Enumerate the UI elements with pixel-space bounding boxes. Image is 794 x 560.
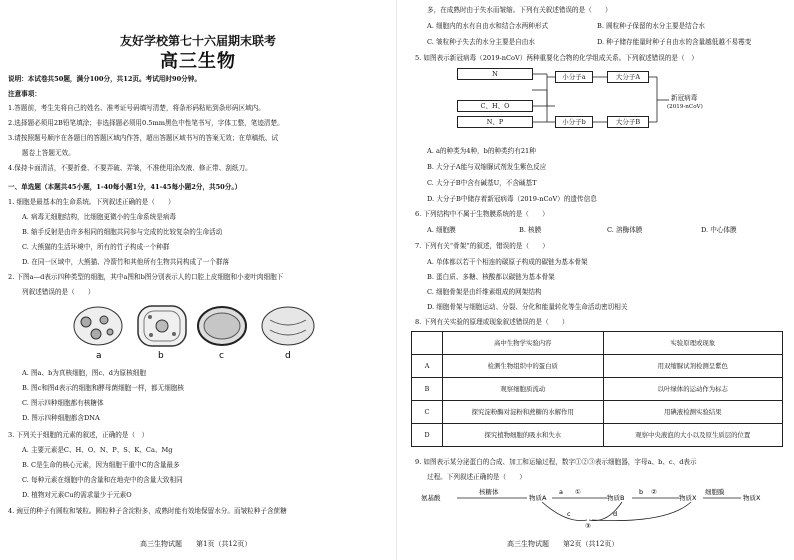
- table-row: [412, 401, 783, 424]
- question-2-stem: 2. 下图a—d表示四种类型的细胞，其中a图和b图分别表示人的口腔上皮细胞和小麦叶肉细胞下: [8, 273, 284, 281]
- element-box-np: N、P: [457, 116, 533, 128]
- question-7-option: C. 细胞骨架是由纤维素组成的网架结构: [427, 288, 542, 296]
- question-2-option: A. 图a、b为真核细胞，图c、d为原核细胞: [22, 369, 146, 377]
- substance-x-label-2: 物质X: [743, 494, 761, 502]
- note-line: 题卷上答题无效。: [22, 149, 75, 157]
- question-1-option: C. 大熊猫的生活环境中，所有的竹子构成一个种群: [22, 243, 170, 251]
- cell-label: a: [96, 351, 102, 361]
- exam-intro: 说明：本试卷共50题，满分100分，共12页。考试用时90分钟。: [8, 75, 201, 83]
- macromolecule-a: 大分子A: [607, 71, 649, 83]
- question-3-option: C. 每种元素在细胞中的含量和在地壳中的含量大致相同: [22, 476, 183, 484]
- question-2-stem: 列叙述错误的是（ ）: [22, 288, 95, 296]
- table-cell: 探究植物细胞的吸水和失水: [443, 424, 604, 447]
- page-footer: 高三生物试题 第2页（共12页）: [507, 540, 619, 548]
- question-7-option: A. 单体都以若干个相连的碳原子构成的碳链为基本骨架: [427, 258, 588, 266]
- question-6-option: D. 中心体膜: [701, 226, 737, 234]
- question-4-option: D. 种子储存能量时种子自由水的含量越低越不易霉变: [597, 38, 752, 46]
- note-line: 1.答题前，考生先将自己的姓名、准考证号码填写清楚，将条形码粘贴到条形码区域内。: [8, 104, 265, 112]
- question-7-option: D. 细胞骨架与细胞运动、分裂、分化和能量转化等生命活动密切相关: [427, 303, 628, 311]
- school-title: 友好学校第七十六届期末联考: [120, 34, 277, 48]
- question-1-stem: 1. 细胞是最基本的生命系统。下列叙述正确的是（ ）: [8, 198, 175, 206]
- table-cell: B: [412, 378, 443, 401]
- question-3-stem: 3. 下列关于细胞的元素的叙述，正确的是（ ）: [8, 431, 149, 439]
- question-3-option: D. 植物对元素Cu的需求量少于元素O: [22, 491, 132, 499]
- question-1-option: A. 病毒无细胞结构，比细胞更微小的生命系统是病毒: [22, 213, 177, 221]
- question-1-option: D. 在同一区域中，大熊猫、冷箭竹和其他所有生物共同构成了一个群落: [22, 258, 230, 266]
- substance-x-label-1: 物质X: [679, 494, 697, 502]
- question-5-option: C. 大分子B中含有碱基U，不含碱基T: [427, 179, 537, 187]
- question-7-option: B. 蛋白质、多糖、核酸都以碳链为基本骨架: [427, 273, 555, 281]
- small-molecule-b: 小分子b: [555, 116, 593, 128]
- table-cell: C: [412, 401, 443, 424]
- cell-label: b: [158, 351, 164, 361]
- table-cell: D: [412, 424, 443, 447]
- element-box-cho: C、H、O: [457, 100, 533, 112]
- element-box-n: N: [457, 68, 533, 80]
- question-6-option: C. 溶酶体膜: [607, 226, 643, 234]
- virus-label: 新冠病毒: [671, 94, 698, 102]
- question-2-option: C. 图示四种细胞都有核糖体: [22, 399, 104, 407]
- cell-label: c: [219, 351, 224, 361]
- table-header-cell: 高中生物学实验内容: [443, 332, 604, 355]
- note-line: 3.请按照题号顺序在各题目的答题区域内作答，超出答题区域书写的答案无效；在草稿纸、试: [8, 134, 279, 142]
- question-2-option: D. 图示四种细胞都含DNA: [22, 414, 100, 422]
- cell-a-illustration: [74, 307, 122, 345]
- question-4-stem: 4. 豌豆的种子有圆粒和皱粒。圆粒种子含淀粉多，成熟时能有效地保留水分。而皱粒种子含蔗糖: [8, 507, 287, 515]
- notes-heading: 注意事项：: [8, 90, 41, 98]
- table-cell: 用双缩脲试剂检测呈紫色: [603, 355, 782, 378]
- ribosome-label: 核糖体: [479, 488, 499, 496]
- process-a-label: a: [559, 488, 563, 496]
- question-9-stem: 过程。下列叙述正确的是（ ）: [427, 473, 526, 481]
- experiment-table: [411, 331, 783, 447]
- question-4-option: C. 皱粒种子失去的水分主要是自由水: [427, 38, 535, 46]
- table-cell: 探究淀粉酶对淀粉和蔗糖的水解作用: [443, 401, 604, 424]
- exam-page-2: [397, 0, 794, 560]
- substance-b-label: 物质B: [607, 494, 625, 502]
- table-cell: 观察细胞质流动: [443, 378, 604, 401]
- question-9-stem: 9. 如图表示某分泌蛋白的合成、加工和运输过程，数字①②③表示细胞器，字母a、b、c、d表示: [415, 458, 697, 466]
- table-row: [412, 424, 783, 447]
- small-molecule-a: 小分子a: [555, 71, 593, 83]
- question-4-option: A. 细胞内的水有自由水和结合水两种形式: [427, 22, 549, 30]
- table-header-row: [412, 332, 783, 355]
- note-line: 4.保持卡面清洁，不要折叠、不要弄破、弄皱，不准使用涂改液、修正带、刮纸刀。: [8, 164, 252, 172]
- process-d-label: d: [613, 510, 618, 518]
- question-6-stem: 6. 下列结构中不属于生物膜系统的是（ ）: [415, 210, 549, 218]
- amino-acid-label: 氨基酸: [421, 494, 441, 502]
- question-6-option: B. 核膜: [519, 226, 542, 234]
- table-cell: 以叶绿体的运动作为标志: [603, 378, 782, 401]
- question-8-stem: 8. 下列有关实验的原理或现象叙述错误的是（ ）: [415, 318, 569, 326]
- table-header-cell: [412, 332, 443, 355]
- table-row: [412, 355, 783, 378]
- cell-c-illustration: [198, 307, 246, 345]
- process-c-label: c: [567, 510, 571, 518]
- question-5-option: A. a的种类为4种，b的种类约有21种: [427, 147, 536, 155]
- substance-a-label: 物质A: [529, 494, 547, 502]
- table-cell: 观察中央液泡的大小以及原生质层的位置: [603, 424, 782, 447]
- secretion-pathway-diagram: [417, 484, 787, 530]
- question-1-option: B. 缩手反射是由许多相同的细胞共同参与完成的比较复杂的生命活动: [22, 228, 223, 236]
- pathway-arrows: [457, 498, 741, 521]
- question-6-option: A. 细胞膜: [427, 226, 456, 234]
- note-line: 2.选择题必须用2B铅笔填涂；非选择题必须用0.5mm黑色中性笔书写，字体工整，笔迹清楚。: [8, 119, 284, 127]
- page-footer: 高三生物试题 第1页（共12页）: [140, 540, 252, 548]
- table-cell: 用碘液检测实验结果: [603, 401, 782, 424]
- question-3-option: B. C是生命的核心元素，因为细胞干重中C的含量最多: [22, 461, 180, 469]
- cell-types-figure: [70, 300, 330, 362]
- question-3-option: A. 主要元素是C、H、O、N、P、S、K、Ca、Mg: [22, 446, 173, 454]
- question-7-stem: 7. 下列有关“骨架”的叙述，错误的是（ ）: [415, 242, 549, 250]
- question-5-stem: 5. 如图表示新冠病毒（2019-nCoV）两种重要化合物的化学组成关系。下列叙述错误的是（ ）: [415, 54, 698, 62]
- question-4-stem: 多，在成熟时由于失水而皱缩。下列有关叙述错误的是（ ）: [427, 6, 612, 14]
- cell-membrane-label: 细胞膜: [705, 488, 725, 496]
- table-cell: A: [412, 355, 443, 378]
- cell-d-illustration: [262, 307, 314, 345]
- cell-b-illustration: [138, 306, 186, 346]
- table-row: [412, 378, 783, 401]
- table-header-cell: 实验原理或现象: [603, 332, 782, 355]
- macromolecule-b: 大分子B: [607, 116, 649, 128]
- question-4-option: B. 圆粒种子保留的水分主要是结合水: [597, 22, 705, 30]
- table-cell: 检测生物组织中的蛋白质: [443, 355, 604, 378]
- subject-title: 高三生物: [160, 51, 236, 72]
- section-heading: 一、单选题（本题共45小题，1-40每小题1分，41-45每小题2分，共50分。）: [8, 183, 242, 191]
- question-2-option: B. 图c和图d表示的细胞和酵母菌细胞一样，都无细胞核: [22, 384, 185, 392]
- question-5-option: B. 大分子A能与双缩脲试剂发生紫色反应: [427, 163, 547, 171]
- cell-label: d: [285, 351, 291, 361]
- organelle-3-label: ③: [585, 522, 591, 530]
- question-5-option: D. 大分子B中储存着新冠病毒（2019-nCoV）的遗传信息: [427, 195, 597, 203]
- organelle-2-label: ②: [651, 488, 657, 496]
- organelle-1-label: ①: [575, 488, 581, 496]
- process-b-label: b: [639, 488, 644, 496]
- virus-sublabel: (2019-nCoV): [667, 104, 703, 110]
